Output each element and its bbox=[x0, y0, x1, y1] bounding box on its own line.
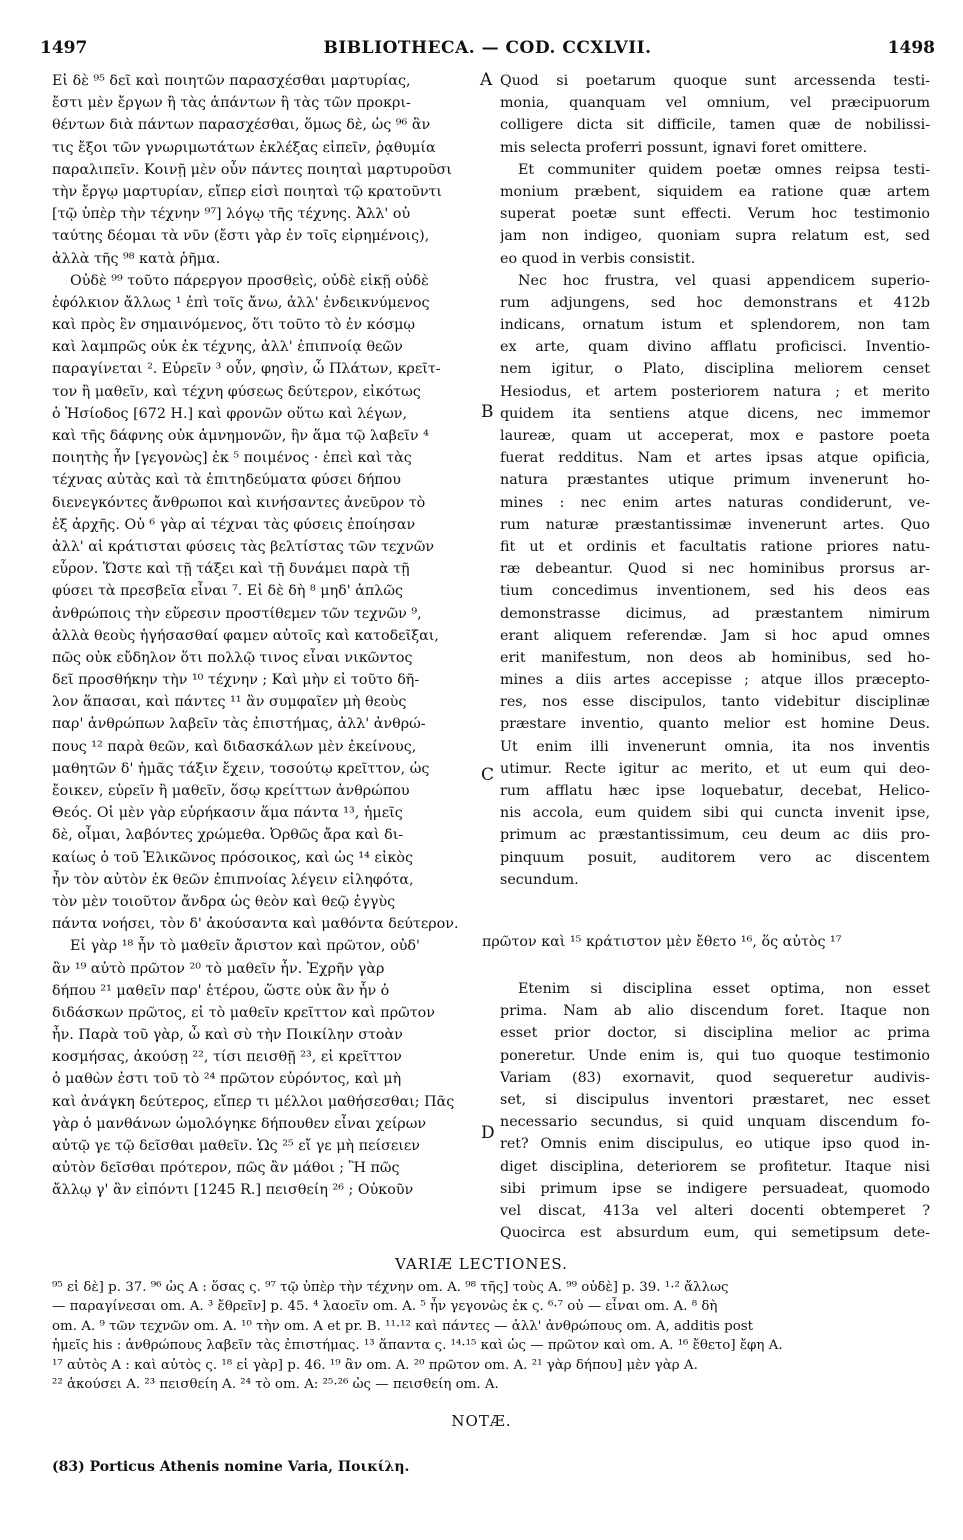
variae-lectiones bbox=[52, 1278, 932, 1394]
latin-text-line: fit ut et ordinis et facultatis ratione priores natu- bbox=[500, 538, 930, 555]
latin-text-line: mis selecta proferri possunt, ignavi foret omittere. bbox=[500, 139, 868, 156]
latin-text-line: pinquum posuit, auditorem vero ac discentem bbox=[500, 849, 930, 866]
latin-text-line: natura præstantes utique primum invenerunt ho- bbox=[500, 472, 930, 489]
greek-text-line: αὐτῷ γε τῷ δεῖσθαι μαθεῖν. Ὡς ²⁵ εἴ γε μὴ πείσειεν bbox=[52, 1138, 420, 1154]
latin-translation-column-continued bbox=[500, 978, 930, 1244]
latin-text-line: rum adjungens, sed hoc demonstrans et 412b bbox=[500, 294, 930, 311]
greek-text-line: τὴν ἔργῳ μαρτυρίαν, εἴπερ εἰσὶ ποιηταὶ τῷ κρατοῦντι bbox=[52, 183, 443, 200]
latin-text-line: præstare inventio, quanto melior est homine Deus. bbox=[500, 716, 930, 733]
greek-text-line: θέντων διὰ πάντων παρασχέσθαι, ὅμως δὲ, ὡς ⁹⁶ ἂν bbox=[52, 117, 431, 134]
latin-translation-column bbox=[500, 70, 930, 890]
latin-text-line: mines : nec enim artes naturas condiderunt, ve- bbox=[500, 494, 930, 511]
latin-text-line: mines a diis artes accepisse ; atque illos præcepto- bbox=[500, 672, 930, 689]
greek-text-line: ταύτης δέομαι τὰ νῦν (ἔστι γὰρ ἐν τοῖς εἰρημένοις), bbox=[52, 228, 430, 245]
variant-reading-line: om. A. ⁹ τῶν τεχνῶν om. A. ¹⁰ τὴν om. A et pr. B. ¹¹·¹² καὶ πάντες — ἀλλ' ἀνθρώπους om. A, additis post bbox=[52, 1318, 754, 1334]
latin-text-line: esset prior doctor, si disciplina melior ac prima bbox=[500, 1025, 930, 1042]
greek-text-line: καίως ὁ τοῦ Ἑλικῶνος πρόσοικος, καὶ ὡς ¹⁴ εἰκὸς bbox=[52, 849, 413, 866]
greek-text-line: αὐτὸν δεῖσθαι πρότερον, πῶς ἂν μάθοι ; Ἢ πῶς bbox=[52, 1160, 400, 1177]
greek-text-line: πῶς οὐκ εὔδηλον ὅτι πολλῷ τινος εἶναι νικῶντος bbox=[52, 649, 413, 666]
greek-text-line: διενεγκόντες ἄνθρωποι καὶ κινήσαντες ἀνεῦρον τὸ bbox=[52, 494, 426, 511]
latin-text-line: jam non indigeo, quoniam supra relatum est, sed bbox=[500, 228, 930, 245]
latin-text-line: eo quod in verbis consistit. bbox=[500, 250, 696, 267]
greek-text-line: καὶ πρὸς ἓν σημαινόμενος, ὅτι τοῦτο τὸ ἐν κόσμῳ bbox=[52, 317, 416, 334]
greek-text-line: ἂν ¹⁹ αὐτὸ πρῶτον ²⁰ τὸ μαθεῖν ἦν. Ἐχρῆν γὰρ bbox=[52, 960, 385, 977]
greek-text-line: δὲ, οἶμαι, λαβόντες χρώμεθα. Ὀρθῶς ἄρα καὶ δι- bbox=[52, 827, 404, 844]
greek-text-line: διδάσκων πρῶτος, εἰ τὸ μαθεῖν κρεῖττον καὶ πρῶτον bbox=[52, 1004, 435, 1021]
greek-text-line: εὗρον. Ὥστε καὶ τῇ τάξει καὶ τῇ δυνάμει παρὰ τῇ bbox=[52, 561, 410, 578]
greek-text-line: τις ἔξοι τῶν γνωριμωτάτων ἐκλέξας εἰπεῖν, ῥᾳθυμία bbox=[52, 139, 436, 156]
latin-text-line: Etenim si disciplina esset optima, non esset bbox=[518, 981, 930, 997]
latin-text-line: sibi primum ipse se indigere persuadeat, quomodo bbox=[500, 1180, 930, 1197]
greek-text-line: καὶ λαμπρῶς οὐκ ἐκ τέχνης, ἀλλ' ἐπιπνοίᾳ θεῶν bbox=[52, 339, 403, 356]
greek-text-line: πάντα νοήσει, τὸν δ' ἀκούσαντα καὶ μαθόντα δεύτερον. bbox=[52, 916, 459, 933]
greek-text-line: δήπου ²¹ μαθεῖν παρ' ἑτέρου, ὥστε οὐκ ἂν ἦν ὁ bbox=[52, 982, 390, 999]
variant-reading-line: — παραγίνεσαι om. A. ³ ἔθρεῖν] p. 45. ⁴ λαοεῖν om. A. ⁵ ἦν γεγονὼς ἐκ ς. ⁶·⁷ οὐ — εἶναι om. A. ⁸ δὴ bbox=[52, 1299, 718, 1315]
margin-marker-a: A bbox=[480, 70, 493, 90]
latin-text-line: superat poetæ sunt effecti. Verum hoc testimonio bbox=[500, 206, 930, 223]
latin-text-line: laureæ, quam ut acceperat, mox e pastore poeta bbox=[500, 428, 930, 444]
margin-marker-c: C bbox=[481, 765, 495, 785]
latin-text-line: secundum. bbox=[500, 871, 579, 888]
greek-text-line: ἦν τὸν αὐτὸν ἐκ θεῶν ἐπιπνοίας λέγειν εἰληφότα, bbox=[52, 871, 414, 888]
greek-text-line: ἐφόλκιον ἄλλως ¹ ἐπὶ τοῖς ἄνω, ἀλλ' ἐνδεικνύμενος bbox=[52, 294, 430, 311]
latin-text-line: rum afflatu hæc ipse loquebatur, decebat, Helico- bbox=[500, 783, 930, 799]
greek-text-line: τον ἢ μαθεῖν, καὶ τέχνη φύσεως δεύτερον, εἰκότως bbox=[52, 383, 421, 400]
latin-text-line: ret? Omnis enim discipulus, eo utique ipso quod in- bbox=[500, 1136, 930, 1153]
variant-reading-line: ²² ἀκούσει A. ²³ πεισθείη A. ²⁴ τὸ om. A: ²⁵·²⁶ ὡς — πεισθείη om. A. bbox=[52, 1377, 499, 1393]
greek-spanning-line: πρῶτον καὶ ¹⁵ κράτιστον μὲν ἔθετο ¹⁶, ὅς αὐτὸς ¹⁷ bbox=[482, 934, 842, 950]
latin-text-line: utimur. Recte igitur ac merito, et ut eum qui deo- bbox=[500, 760, 930, 777]
running-title: BIBLIOTHECA. — COD. CCXLVII. bbox=[323, 38, 652, 58]
latin-text-line: Hesiodus, et artem posteriorem natura ; et merito bbox=[500, 383, 930, 400]
greek-text-line: Εἰ δὲ ⁹⁵ δεῖ καὶ ποιητῶν παρασχέσθαι μαρτυρίας, bbox=[52, 73, 411, 89]
greek-text-line: [τῷ ὑπὲρ τὴν τέχνην ⁹⁷] λόγῳ τῆς τέχνης. Ἀλλ' οὐ bbox=[52, 206, 411, 223]
greek-text-line: ἦν. Παρὰ τοῦ γὰρ, ὦ καὶ σὺ τὴν Ποικίλην στοὰν bbox=[52, 1027, 403, 1044]
greek-text-line: τέχνας αὐτὰς καὶ τὰ ἐπιτηδεύματα φύσει δήπου bbox=[52, 472, 401, 489]
greek-text-line: μαθητῶν δ' ἡμᾶς τάξιν ἔχειν, τοσούτῳ κρεῖττον, ὡς bbox=[52, 760, 430, 777]
latin-text-line: fuerat redditus. Nam et artes ipsas atque opificia, bbox=[500, 450, 930, 467]
latin-text-line: necessario secundus, si quid unquam discendum fo- bbox=[500, 1114, 930, 1131]
latin-text-line: diget disciplina, deteriorem se profitetur. Itaque nisi bbox=[500, 1158, 930, 1175]
variant-reading-line: ⁹⁵ εἰ δὲ] p. 37. ⁹⁶ ὡς A : ὅσας ς. ⁹⁷ τῷ ὑπὲρ τὴν τέχνην om. A. ⁹⁸ τῆς] τοὺς A. ⁹⁹ οὐδὲ] p. 39. ¹·² ἄλλως bbox=[52, 1280, 729, 1295]
latin-text-line: tium concedimus inventionem, sed his deos eas bbox=[500, 583, 930, 600]
greek-text-line: παρ' ἀνθρώπων λαβεῖν τὰς ἐπιστήμας, ἀλλ' ἀνθρώ- bbox=[52, 716, 426, 733]
variae-lectiones-heading: VARIÆ LECTIONES. bbox=[395, 1255, 568, 1273]
greek-text-line: παραλιπεῖν. Κοινῇ μὲν οὖν πάντες ποιηταὶ μαρτυροῦσι bbox=[52, 161, 452, 178]
greek-text-line: παραγίνεται ². Εὑρεῖν ³ οὖν, φησὶν, ὦ Πλάτων, κρεῖτ- bbox=[52, 361, 441, 378]
running-header bbox=[40, 38, 935, 64]
latin-text-line: erant aliquem referendæ. Jam si hoc apud omnes bbox=[500, 627, 930, 644]
greek-text-line: ἐξ ἀρχῆς. Οὐ ⁶ γὰρ αἱ τέχναι τὰς φύσεις ἐποίησαν bbox=[52, 516, 416, 533]
greek-text-line: ἄλλῳ γ' ἂν εἰπόντι [1245 R.] πεισθείη ²⁶ ; Οὐκοῦν bbox=[52, 1182, 414, 1199]
margin-marker-d: D bbox=[481, 1123, 495, 1143]
greek-text-line: πους ¹² παρὰ θεῶν, καὶ διδασκάλων μὲν ἐκείνους, bbox=[52, 738, 417, 755]
latin-text-line: Quod si poetarum quoque sunt arcessenda testi- bbox=[500, 73, 930, 89]
notae-heading: NOTÆ. bbox=[451, 1412, 512, 1430]
latin-text-line: nis accola, eum quidem sibi qui cuncta invenit ipse, bbox=[500, 805, 930, 822]
right-page-number: 1498 bbox=[887, 38, 935, 58]
variant-reading-line: ¹⁷ αὐτὸς A : καὶ αὐτὸς ς. ¹⁸ εἰ γὰρ] p. 46. ¹⁹ ἂν om. A. ²⁰ πρῶτον om. A. ²¹ γὰρ δήπου] μὲν γὰρ A. bbox=[52, 1357, 698, 1373]
left-page-number: 1497 bbox=[40, 38, 88, 58]
greek-text-line: ἀλλὰ θεοὺς ἡγήσασθαί φαμεν αὐτοῖς καὶ κατοδεῖξαι, bbox=[52, 627, 439, 644]
greek-text-line: Θεός. Οἱ μὲν γὰρ εὑρήκασιν ἅμα πάντα ¹³, ἡμεῖς bbox=[52, 805, 403, 822]
greek-text-line: καὶ ἀνάγκη δεύτερος, εἴπερ τι μέλλοι μαθήσεσθαι; Πᾶς bbox=[52, 1093, 455, 1110]
greek-text-line: τὸν μὲν τοιοῦτον ἄνδρα ὡς θεὸν καὶ θεῷ ἐγγὺς bbox=[52, 893, 396, 910]
greek-text-column bbox=[52, 70, 484, 1202]
margin-marker-b: B bbox=[481, 402, 494, 422]
latin-text-line: Nec hoc frustra, vel quasi appendicem superio- bbox=[518, 272, 930, 289]
greek-text-line: λον ἅπασαι, καὶ πάντες ¹¹ ἂν συμφαῖεν μὴ θεοὺς bbox=[52, 694, 407, 711]
greek-text-line: γὰρ ὁ μανθάνων ὡμολόγηκε δήπουθεν εἶναι χείρων bbox=[52, 1115, 427, 1132]
greek-text-line: ἀλλ' αἱ κράτισται φύσεις τὰς βελτίστας τῶν τεχνῶν bbox=[52, 538, 435, 555]
greek-text-line: ὁ μαθὼν ἐστι τοῦ τὸ ²⁴ πρῶτον εὑρόντος, καὶ μὴ bbox=[52, 1071, 402, 1088]
greek-text-line: ἔοικεν, εὑρεῖν ἢ μαθεῖν, ὅσῳ κρείττων ἀνθρώπου bbox=[52, 783, 410, 799]
latin-text-line: poneretur. Unde enim is, qui tuo quoque testimonio bbox=[500, 1047, 930, 1064]
greek-text-line: ὁ Ἡσίοδος [672 H.] καὶ φρονῶν οὕτω καὶ λέγων, bbox=[52, 405, 408, 422]
variant-reading-line: ἡμεῖς his : ἀνθρώπους λαβεῖν τὰς ἐπιστήμας. ¹³ ἅπαντα ς. ¹⁴·¹⁵ καὶ ὡς — πρῶτον καὶ om. A. ¹⁶ ἔθετο] ἔφη A. bbox=[52, 1338, 783, 1354]
latin-text-line: set, si discipulus inventori præstaret, nec esset bbox=[500, 1091, 930, 1108]
latin-text-line: ræ debeantur. Quod si nec hominibus prorsus ar- bbox=[500, 561, 930, 578]
greek-text-line: ἔστι μὲν ἔργων ἢ τὰς ἁπάντων ἢ τὰς τῶν προκρι- bbox=[52, 95, 411, 112]
greek-text-line: Εἰ γὰρ ¹⁸ ἦν τὸ μαθεῖν ἄριστον καὶ πρῶτον, οὐδ' bbox=[70, 938, 420, 955]
latin-text-line: ex arte, quam divino afflatu proficisci. Inventio- bbox=[500, 339, 930, 356]
greek-text-line: ἀνθρώποις τὴν εὕρεσιν προστίθεμεν τῶν τεχνῶν ⁹, bbox=[52, 605, 422, 622]
greek-text-line: ἀλλὰ τῆς ⁹⁸ κατὰ ῥῆμα. bbox=[52, 250, 221, 267]
greek-text-line: Οὐδὲ ⁹⁹ τοῦτο πάρεργον προσθεὶς, οὐδὲ εἰκῇ οὐδὲ bbox=[70, 272, 429, 289]
latin-text-line: monia, quanquam vel omnium, vel præcipuorum bbox=[500, 95, 930, 112]
latin-text-line: prima. Nam ab alio discendum foret. Itaque non bbox=[500, 1003, 930, 1020]
latin-text-line: Quocirca est absurdum eum, qui semetipsum dete- bbox=[500, 1225, 930, 1242]
latin-text-line: demonstrasse dicimus, ad præstantem nimirum bbox=[500, 605, 930, 622]
latin-text-line: rum naturæ præstantissimæ invenerunt artes. Quo bbox=[500, 516, 930, 533]
latin-text-line: Et communiter quidem poetæ omnes reipsa testi- bbox=[518, 161, 930, 178]
latin-text-line: colligere dicta sit difficile, tamen quæ de nobilissi- bbox=[500, 117, 930, 134]
latin-text-line: erit manifestum, non deos ab hominibus, sed ho- bbox=[500, 649, 930, 666]
latin-text-line: vel discat, 413a vel alteri docenti obtemperet ? bbox=[500, 1202, 930, 1219]
greek-text-line: ποιητὴς ἦν [γεγονὼς] ἐκ ⁵ ποιμένος · ἐπεὶ καὶ τὰς bbox=[52, 450, 412, 467]
latin-text-line: indicans, ornatum istum et splendorem, non tam bbox=[500, 317, 930, 334]
latin-text-line: primum ac præstantissimum, ceu deum ac diis pro- bbox=[500, 827, 930, 844]
greek-text-line: καὶ τῆς δάφνης οὐκ ἀμνημονῶν, ἣν ἅμα τῷ λαβεῖν ⁴ bbox=[52, 428, 429, 444]
latin-text-line: quidem ita sentiens atque dicens, nec immemor bbox=[500, 405, 930, 422]
latin-text-line: monium præbent, siquidem ea ratione quæ artem bbox=[500, 183, 930, 200]
greek-text-line: φύσει τὰ πρεσβεῖα εἶναι ⁷. Εἰ δὲ δὴ ⁸ μηδ' ἁπλῶς bbox=[52, 583, 404, 600]
latin-text-line: res, nos esse discipulos, tanto videbitur disciplinæ bbox=[500, 694, 930, 711]
note-83: (83) Porticus Athenis nomine Varia, Ποικίλη. bbox=[52, 1459, 410, 1475]
latin-text-line: nem igitur, o Plato, disciplina meliorem censet bbox=[500, 361, 930, 378]
greek-text-line: κοσμήσας, ἀκούσῃ ²², τίσι πεισθῇ ²³, εἰ κρεῖττον bbox=[52, 1049, 402, 1066]
latin-text-line: Variam (83) exornavit, quod sequeretur audivis- bbox=[500, 1069, 930, 1086]
greek-text-line: δεῖ προσθήκην τὴν ¹⁰ τέχνην ; Καὶ μὴν εἰ τοῦτο δῆ- bbox=[52, 672, 420, 689]
latin-text-line: Ut enim illi invenerunt omnia, ita nos inventis bbox=[500, 738, 930, 755]
